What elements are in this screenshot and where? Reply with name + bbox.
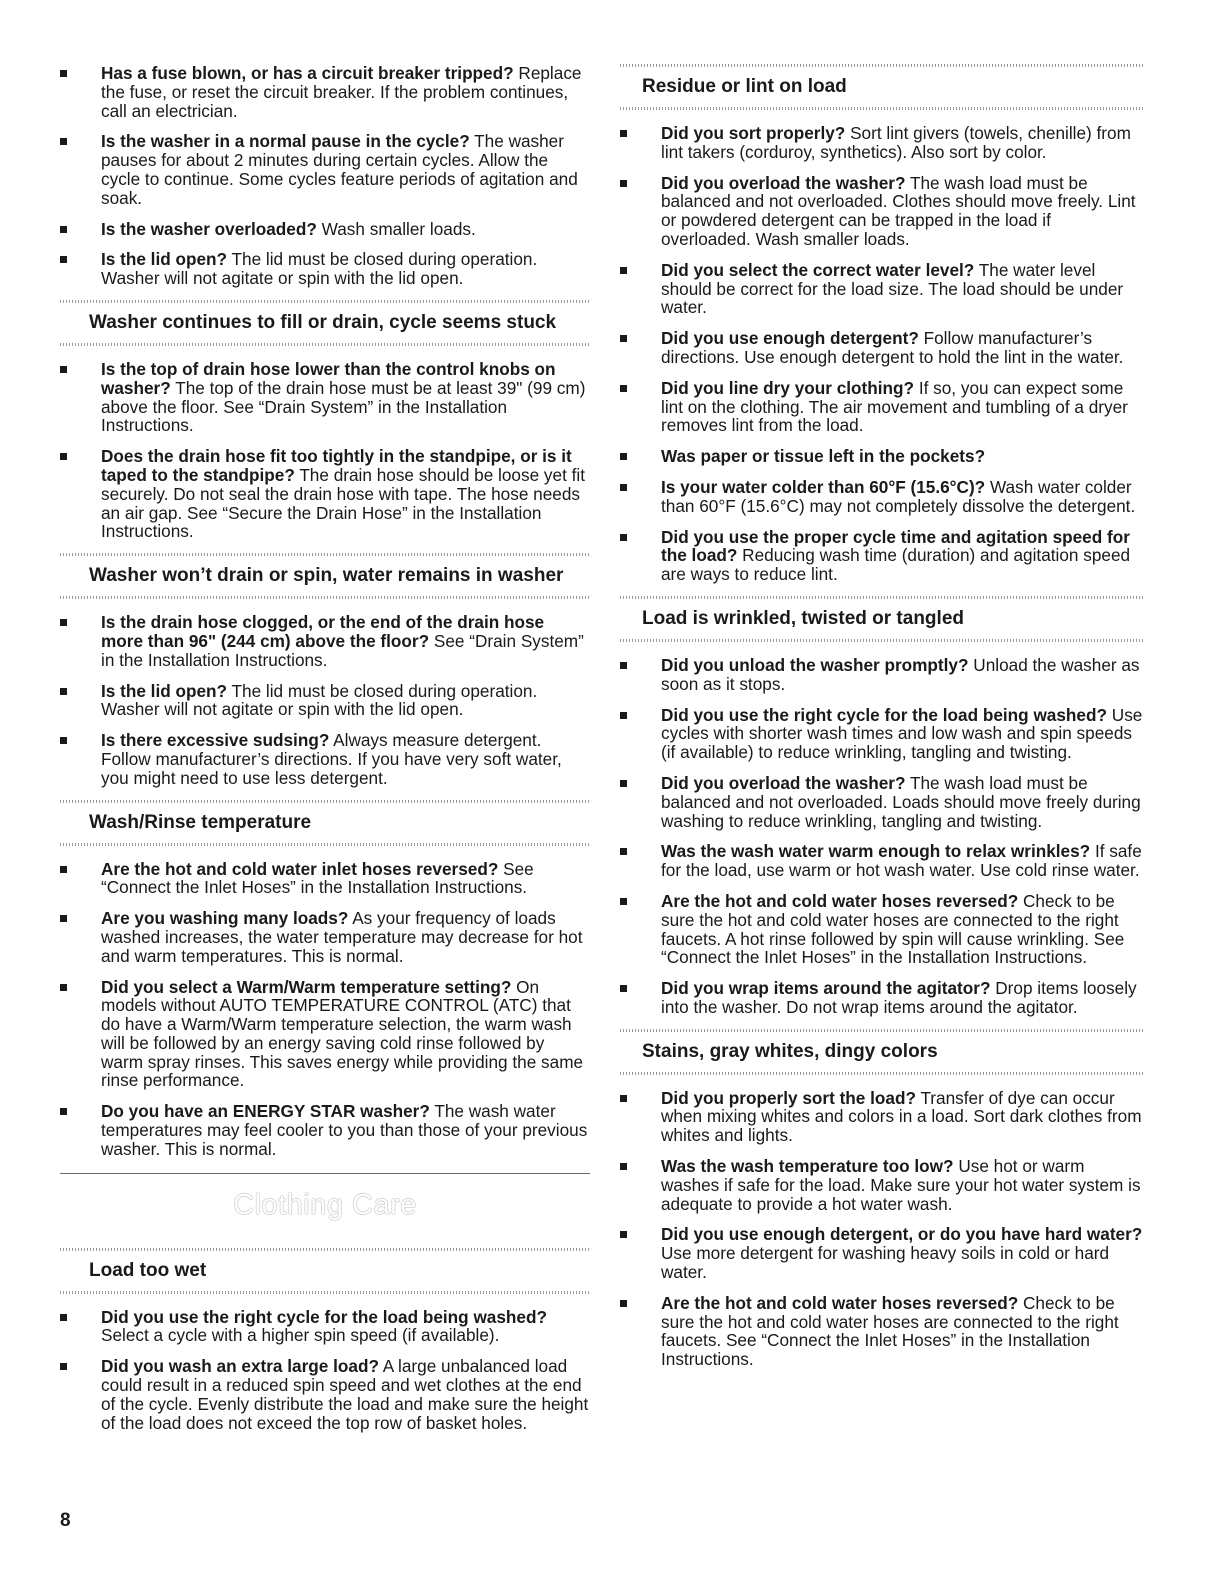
question-text: Did you select the correct water level? (661, 259, 975, 280)
section-items (60, 613, 590, 787)
bullet-icon (620, 180, 627, 187)
question-text: Did you use the right cycle for the load being washed? (661, 704, 1107, 725)
question-text: Did you select a Warm/Warm temperature setting? (101, 976, 512, 997)
list-item (620, 656, 1145, 694)
section-header (60, 800, 590, 846)
list-item (620, 124, 1145, 162)
list-item (620, 1294, 1145, 1369)
question-text: Did you use enough detergent, or do you have hard water? (661, 1224, 1143, 1245)
page-number: 8 (60, 1510, 71, 1531)
bullet-icon (60, 453, 67, 460)
dotted-rule (60, 843, 590, 846)
dotted-rule (620, 639, 1145, 642)
answer-text: Wash smaller loads. (321, 218, 476, 239)
list-item (620, 478, 1145, 516)
answer-text: As your frequency of loads washed increases, the water temperature may decrease for hot and warm temperatures. This is normal. (101, 908, 583, 966)
dotted-rule (620, 107, 1145, 110)
answer-text: Always measure detergent. Follow manufacturer’s directions. If you have very soft water, you might need to use less detergent. (101, 730, 562, 788)
clothing-care-heading: Clothing Care (233, 1188, 417, 1221)
bullet-icon (60, 688, 67, 695)
list-item (620, 842, 1145, 880)
bullet-icon (620, 453, 627, 460)
list-item (60, 1357, 590, 1432)
list-item (620, 329, 1145, 367)
answer-text: Check to be sure the hot and cold water hoses are connected to the right faucets. A hot rinse followed by spin will cause wrinkling. See “Connect the Inlet Hoses” in the Installation Instructions. (661, 890, 1125, 968)
left-column (60, 64, 590, 1444)
list-item (60, 64, 590, 120)
question-text: Is your water colder than 60°F (15.6°C)? (661, 476, 986, 497)
answer-text: Unload the washer as soon as it stops. (661, 654, 1140, 694)
bullet-icon (620, 267, 627, 274)
bullet-icon (60, 256, 67, 263)
bullet-icon (620, 534, 627, 541)
right-column (620, 64, 1145, 1381)
care-sections (60, 1248, 590, 1433)
list-item (620, 706, 1145, 762)
bullet-icon (60, 138, 67, 145)
dotted-rule (620, 1072, 1145, 1075)
question-text: Is the top of drain hose lower than the control knobs on washer? (101, 358, 556, 398)
bullet-icon (620, 1095, 627, 1102)
list-item (620, 379, 1145, 435)
list-item (620, 174, 1145, 249)
list-item (620, 1089, 1145, 1145)
question-text: Are you washing many loads? (101, 908, 349, 929)
answer-text: Wash water colder than 60°F (15.6°C) may not completely dissolve the detergent. (661, 476, 1136, 516)
answer-text: Reducing wash time (duration) and agitation speed are ways to reduce lint. (661, 545, 1131, 585)
list-item (60, 250, 590, 288)
answer-text: Replace the fuse, or reset the circuit breaker. If the problem continues, call an electrician. (101, 63, 582, 121)
answer-text: The water level should be correct for the load size. The load should be under water. (661, 259, 1124, 318)
list-item (620, 1225, 1145, 1281)
question-text: Are the hot and cold water inlet hoses reversed? (101, 858, 499, 879)
answer-text: On models without AUTO TEMPERATURE CONTROL (ATC) that do have a Warm/Warm temperature selection, the warm wash will be followed by an energy saving cold rinse followed by warm spray rinses. This saves energy while providing the same rinse performance. (101, 976, 584, 1091)
answer-text: The wash water temperatures may feel cooler to you than those of your previous washer. This is normal. (101, 1101, 588, 1159)
section (60, 800, 590, 1159)
dotted-rule (60, 1291, 590, 1294)
question-text: Does the drain hose fit too tightly in the standpipe, or is it taped to the standpipe? (101, 446, 572, 485)
section-items (60, 1308, 590, 1433)
answer-text: The washer pauses for about 2 minutes during certain cycles. Allow the cycle to continue. Some cycles feature periods of agitation and soak. (101, 131, 578, 208)
question-text: Is the lid open? (101, 680, 228, 701)
question-text: Has a fuse blown, or has a circuit breaker tripped? (101, 63, 514, 83)
section-header (620, 596, 1145, 642)
question-text: Are the hot and cold water hoses reversed? (661, 1292, 1019, 1313)
section-title: Load too wet (89, 1259, 207, 1281)
bullet-icon (620, 898, 627, 905)
list-item (60, 682, 590, 720)
bullet-icon (620, 335, 627, 342)
section-header (60, 1248, 590, 1294)
section (60, 1248, 590, 1433)
question-text: Did you overload the washer? (661, 772, 906, 793)
bullet-icon (60, 226, 67, 233)
list-item (60, 447, 590, 541)
list-item (60, 220, 590, 239)
bullet-icon (60, 366, 67, 373)
section-items (620, 124, 1145, 584)
answer-text: Use hot or warm washes if safe for the load. Make sure your hot water system is adequate to provide a hot water wash. (661, 1156, 1141, 1214)
bullet-icon (60, 984, 67, 991)
question-text: Did you wrap items around the agitator? (661, 978, 991, 999)
list-item (60, 978, 590, 1091)
question-text: Did you sort properly? (661, 123, 846, 143)
bullet-icon (620, 985, 627, 992)
answer-text: Use cycles with shorter wash times and low wash and spin speeds (if available) to reduce wrinkling, tangling and twisting. (661, 704, 1143, 763)
bullet-icon (620, 385, 627, 392)
section-title: Load is wrinkled, twisted or tangled (642, 607, 964, 629)
question-text: Are the hot and cold water hoses reversed? (661, 890, 1019, 911)
bullet-icon (620, 130, 627, 137)
bullet-icon (60, 737, 67, 744)
bullet-icon (620, 1231, 627, 1238)
question-text: Did you use enough detergent? (661, 328, 919, 349)
list-item (60, 860, 590, 898)
question-text: Did you properly sort the load? (661, 1087, 916, 1108)
section (620, 596, 1145, 1017)
section (60, 300, 590, 541)
clothing-care-block (60, 1173, 590, 1234)
list-item (60, 909, 590, 965)
section-title: Residue or lint on load (642, 76, 847, 97)
answer-text: See “Drain System” in the Installation Instructions. (101, 630, 584, 670)
bullet-icon (60, 866, 67, 873)
section-title: Washer won’t drain or spin, water remains in washer (89, 565, 564, 587)
answer-text: Drop items loosely into the washer. Do not wrap items around the agitator. (661, 978, 1137, 1017)
list-item (620, 979, 1145, 1017)
question-text: Did you unload the washer promptly? (661, 654, 969, 675)
list-item (620, 774, 1145, 830)
list-item (620, 1157, 1145, 1213)
list-item (620, 892, 1145, 967)
bullet-icon (60, 619, 67, 626)
section-items (60, 860, 590, 1159)
question-text: Did you use the proper cycle time and agitation speed for the load? (661, 526, 1130, 566)
bullet-icon (60, 1363, 67, 1370)
list-item (60, 360, 590, 435)
list-item (620, 528, 1145, 584)
question-text: Is the washer overloaded? (101, 218, 317, 239)
answer-text: The wash load must be balanced and not overloaded. Loads should move freely during washing to reduce wrinkling, tangling and twisting. (661, 772, 1141, 831)
section-header (60, 553, 590, 599)
answer-text: The wash load must be balanced and not overloaded. Clothes should move freely. Lint or powdered detergent can be trapped in the load if overloaded. Wash smaller loads. (661, 172, 1136, 249)
question-text: Did you wash an extra large load? (101, 1356, 379, 1377)
list-item (60, 1102, 590, 1158)
left-sections (60, 300, 590, 1159)
answer-text: If safe for the load, use warm or hot wash water. Use cold rinse water. (661, 841, 1142, 881)
list-item (60, 1308, 590, 1346)
question-text: Was paper or tissue left in the pockets? (661, 446, 986, 467)
answer-text: Sort lint givers (towels, chenille) from lint takers (corduroy, synthetics). Also sort by color. (661, 123, 1131, 162)
answer-text: The lid must be closed during operation. Washer will not agitate or spin with the lid open. (101, 680, 538, 720)
bullet-icon (60, 1314, 67, 1321)
list-item (60, 132, 590, 207)
question-text: Did you overload the washer? (661, 172, 906, 193)
list-item (620, 447, 1145, 466)
section (620, 64, 1145, 584)
section (620, 1029, 1145, 1369)
answer-text: See “Connect the Inlet Hoses” in the Installation Instructions. (101, 858, 534, 898)
dotted-rule (60, 343, 590, 346)
answer-text: Use more detergent for washing heavy soils in cold or hard water. (661, 1243, 1110, 1283)
section-title: Stains, gray whites, dingy colors (642, 1040, 938, 1062)
answer-text: Transfer of dye can occur when mixing whites and colors in a load. Sort dark clothes from whites and lights. (661, 1087, 1142, 1146)
answer-text: A large unbalanced load could result in a reduced spin speed and wet clothes at the end of the cycle. Evenly distribute the load and make sure the height of the load does not exceed the top row of basket holes. (101, 1356, 589, 1433)
section-title: Washer continues to fill or drain, cycle seems stuck (89, 311, 557, 333)
top-items-list (60, 64, 590, 288)
section-items (60, 360, 590, 541)
answer-text: If so, you can expect some lint on the clothing. The air movement and tumbling of a dryer removes lint from the load. (661, 377, 1128, 436)
answer-text: The lid must be closed during operation. Washer will not agitate or spin with the lid open. (101, 249, 538, 289)
list-item (60, 613, 590, 669)
section-items (620, 656, 1145, 1017)
bullet-icon (620, 1300, 627, 1307)
section-header (620, 1029, 1145, 1075)
answer-text: Check to be sure the hot and cold water hoses are connected to the right faucets. See “Connect the Inlet Hoses” in the Installation Instructions. (661, 1292, 1119, 1370)
question-text: Do you have an ENERGY STAR washer? (101, 1101, 430, 1122)
section-title: Wash/Rinse temperature (89, 811, 312, 833)
section (60, 553, 590, 787)
bullet-icon (620, 1163, 627, 1170)
question-text: Was the wash temperature too low? (661, 1156, 954, 1177)
bullet-icon (60, 70, 67, 77)
bullet-icon (620, 662, 627, 669)
list-item (60, 731, 590, 787)
section-items (620, 1089, 1145, 1369)
question-text: Is there excessive sudsing? (101, 730, 330, 751)
bullet-icon (60, 915, 67, 922)
question-text: Is the drain hose clogged, or the end of the drain hose more than 96" (244 cm) above the floor? (101, 612, 545, 651)
dotted-rule (60, 596, 590, 599)
answer-text: Select a cycle with a higher spin speed (if available). (101, 1325, 500, 1346)
right-sections (620, 64, 1145, 1369)
question-text: Is the washer in a normal pause in the cycle? (101, 131, 470, 152)
bullet-icon (60, 1108, 67, 1115)
question-text: Is the lid open? (101, 249, 228, 270)
bullet-icon (620, 780, 627, 787)
answer-text: The top of the drain hose must be at least 39" (99 cm) above the floor. See “Drain System” in the Installation Instructions. (101, 377, 586, 436)
section-header (620, 64, 1145, 110)
bullet-icon (620, 712, 627, 719)
section-header (60, 300, 590, 346)
question-text: Did you line dry your clothing? (661, 377, 915, 398)
answer-text: Follow manufacturer’s directions. Use enough detergent to hold the lint in the water. (661, 328, 1124, 367)
bullet-icon (620, 848, 627, 855)
bullet-icon (620, 484, 627, 491)
list-item (620, 261, 1145, 317)
answer-text: The drain hose should be loose yet fit securely. Do not seal the drain hose with tape. The hose needs an air gap. See “Secure the Drain Hose” in the Installation Instructions. (101, 464, 585, 542)
question-text: Did you use the right cycle for the load being washed? (101, 1306, 547, 1327)
question-text: Was the wash water warm enough to relax wrinkles? (661, 841, 1091, 862)
